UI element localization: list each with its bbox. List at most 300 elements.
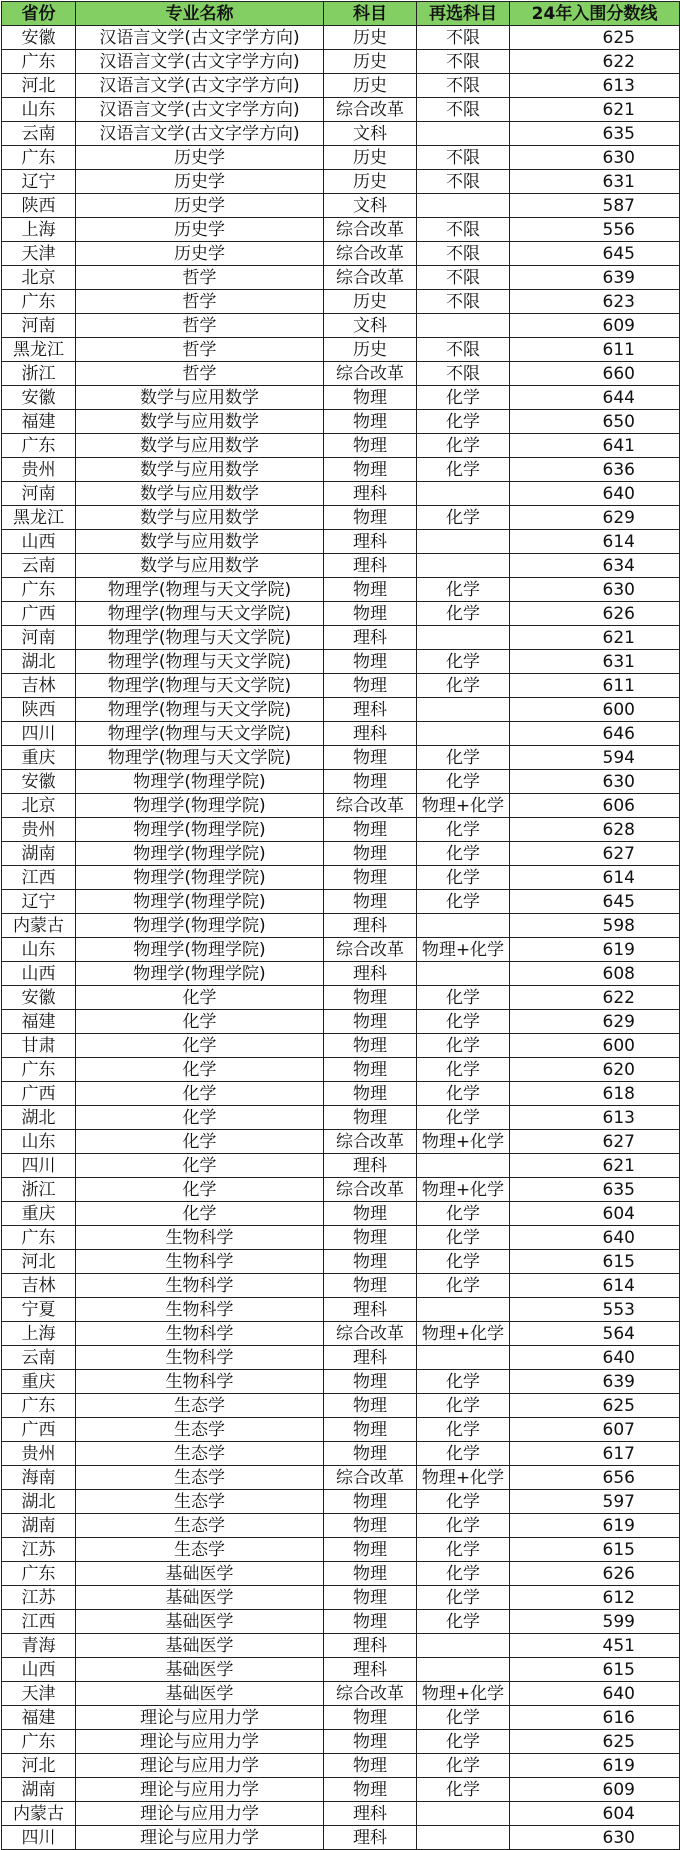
cell-province: 贵州 [2, 818, 76, 842]
cell-elective: 化学 [417, 1202, 510, 1226]
cell-subject: 综合改革 [324, 1322, 417, 1346]
cell-major: 生物科学 [76, 1370, 324, 1394]
cell-subject: 物理 [324, 1226, 417, 1250]
cell-province: 黑龙江 [2, 506, 76, 530]
cell-province: 广东 [2, 1226, 76, 1250]
cell-major: 物理学(物理学院) [76, 770, 324, 794]
cell-major: 理论与应用力学 [76, 1778, 324, 1802]
table-row [2, 962, 680, 986]
cell-score: 645 [510, 890, 680, 914]
cell-elective: 化学 [417, 458, 510, 482]
cell-province: 云南 [2, 1346, 76, 1370]
table-row [2, 722, 680, 746]
cell-score: 626 [510, 1562, 680, 1586]
cell-province: 浙江 [2, 362, 76, 386]
table-row [2, 218, 680, 242]
table-row [2, 1634, 680, 1658]
cell-province: 河南 [2, 314, 76, 338]
cell-major: 生态学 [76, 1442, 324, 1466]
cell-elective: 化学 [417, 386, 510, 410]
cell-subject: 文科 [324, 194, 417, 218]
cell-major: 化学 [76, 1058, 324, 1082]
cell-province: 上海 [2, 1322, 76, 1346]
table-row [2, 170, 680, 194]
cell-major: 生态学 [76, 1538, 324, 1562]
cell-major: 理论与应用力学 [76, 1802, 324, 1826]
cell-province: 福建 [2, 1010, 76, 1034]
cell-elective: 化学 [417, 602, 510, 626]
cell-subject: 物理 [324, 674, 417, 698]
cell-subject: 物理 [324, 1538, 417, 1562]
table-row [2, 1298, 680, 1322]
cell-major: 生态学 [76, 1418, 324, 1442]
cell-major: 生态学 [76, 1490, 324, 1514]
cell-subject: 历史 [324, 338, 417, 362]
cell-major: 物理学(物理与天文学院) [76, 674, 324, 698]
cell-major: 数学与应用数学 [76, 458, 324, 482]
cell-score: 627 [510, 1130, 680, 1154]
cell-major: 汉语言文学(古文字学方向) [76, 50, 324, 74]
cell-province: 湖南 [2, 1778, 76, 1802]
cell-major: 生物科学 [76, 1346, 324, 1370]
cell-major: 历史学 [76, 242, 324, 266]
cell-score: 660 [510, 362, 680, 386]
table-row [2, 314, 680, 338]
cell-major: 哲学 [76, 266, 324, 290]
cell-major: 哲学 [76, 338, 324, 362]
cell-province: 四川 [2, 722, 76, 746]
cell-elective: 化学 [417, 1010, 510, 1034]
table-row [2, 842, 680, 866]
cell-score: 622 [510, 986, 680, 1010]
cell-province: 广东 [2, 434, 76, 458]
cell-major: 哲学 [76, 362, 324, 386]
cell-province: 内蒙古 [2, 1802, 76, 1826]
cell-subject: 物理 [324, 578, 417, 602]
table-row [2, 1586, 680, 1610]
cell-subject: 物理 [324, 746, 417, 770]
cell-score: 617 [510, 1442, 680, 1466]
table-row [2, 1154, 680, 1178]
cell-province: 天津 [2, 242, 76, 266]
cell-score: 629 [510, 1010, 680, 1034]
cell-province: 广东 [2, 1394, 76, 1418]
cell-province: 吉林 [2, 1274, 76, 1298]
cell-province: 山东 [2, 1130, 76, 1154]
cell-score: 614 [510, 530, 680, 554]
cell-province: 山东 [2, 98, 76, 122]
cell-major: 生物科学 [76, 1250, 324, 1274]
cell-elective: 不限 [417, 26, 510, 50]
cell-province: 山西 [2, 1658, 76, 1682]
cell-major: 生物科学 [76, 1322, 324, 1346]
cell-score: 625 [510, 1394, 680, 1418]
table-row [2, 242, 680, 266]
cell-subject: 理科 [324, 530, 417, 554]
cell-elective: 不限 [417, 338, 510, 362]
cell-province: 天津 [2, 1682, 76, 1706]
cell-elective: 不限 [417, 218, 510, 242]
cell-elective: 化学 [417, 1754, 510, 1778]
table-row [2, 1250, 680, 1274]
cell-score: 639 [510, 266, 680, 290]
cell-province: 上海 [2, 218, 76, 242]
cell-province: 河南 [2, 482, 76, 506]
cell-elective: 化学 [417, 866, 510, 890]
cell-province: 江苏 [2, 1538, 76, 1562]
cell-province: 福建 [2, 410, 76, 434]
header-elective: 再选科目 [417, 2, 510, 26]
cell-province: 陕西 [2, 698, 76, 722]
table-row [2, 1442, 680, 1466]
cell-score: 621 [510, 1154, 680, 1178]
cell-elective [417, 1634, 510, 1658]
header-score: 24年入围分数线 [510, 2, 680, 26]
cell-elective [417, 962, 510, 986]
header-province: 省份 [2, 2, 76, 26]
cell-subject: 物理 [324, 890, 417, 914]
cell-elective: 物理+化学 [417, 1322, 510, 1346]
cell-subject: 历史 [324, 170, 417, 194]
cell-score: 619 [510, 1514, 680, 1538]
cell-elective: 化学 [417, 842, 510, 866]
cell-province: 湖北 [2, 650, 76, 674]
cell-score: 627 [510, 842, 680, 866]
cell-elective [417, 1826, 510, 1850]
cell-subject: 理科 [324, 698, 417, 722]
cell-subject: 综合改革 [324, 1682, 417, 1706]
cell-elective: 化学 [417, 434, 510, 458]
cell-province: 河北 [2, 1250, 76, 1274]
table-row [2, 1658, 680, 1682]
table-row [2, 1034, 680, 1058]
cell-score: 564 [510, 1322, 680, 1346]
table-row [2, 266, 680, 290]
cell-province: 广西 [2, 602, 76, 626]
cell-elective: 不限 [417, 170, 510, 194]
cell-province: 河北 [2, 74, 76, 98]
table-row [2, 1562, 680, 1586]
cell-major: 化学 [76, 1106, 324, 1130]
cell-province: 广东 [2, 1562, 76, 1586]
cell-elective [417, 314, 510, 338]
cell-major: 生物科学 [76, 1226, 324, 1250]
cell-province: 福建 [2, 1706, 76, 1730]
cell-major: 历史学 [76, 218, 324, 242]
cell-province: 广东 [2, 1058, 76, 1082]
table-row [2, 1514, 680, 1538]
table-row [2, 434, 680, 458]
cell-score: 619 [510, 1754, 680, 1778]
cell-score: 597 [510, 1490, 680, 1514]
cell-major: 基础医学 [76, 1658, 324, 1682]
cell-subject: 历史 [324, 26, 417, 50]
cell-province: 广西 [2, 1082, 76, 1106]
cell-elective: 化学 [417, 818, 510, 842]
cell-major: 数学与应用数学 [76, 506, 324, 530]
cell-province: 安徽 [2, 986, 76, 1010]
table-row [2, 1106, 680, 1130]
cell-elective [417, 122, 510, 146]
header-subject: 科目 [324, 2, 417, 26]
cell-score: 629 [510, 506, 680, 530]
cell-subject: 历史 [324, 290, 417, 314]
cell-elective [417, 1802, 510, 1826]
cell-elective [417, 1298, 510, 1322]
cell-major: 哲学 [76, 314, 324, 338]
cell-major: 数学与应用数学 [76, 410, 324, 434]
cell-major: 物理学(物理与天文学院) [76, 698, 324, 722]
cell-score: 650 [510, 410, 680, 434]
cell-subject: 综合改革 [324, 1178, 417, 1202]
table-row [2, 1610, 680, 1634]
cell-elective: 化学 [417, 1538, 510, 1562]
cell-elective: 化学 [417, 674, 510, 698]
cell-subject: 历史 [324, 74, 417, 98]
cell-score: 618 [510, 1082, 680, 1106]
cell-subject: 物理 [324, 1202, 417, 1226]
cell-major: 基础医学 [76, 1610, 324, 1634]
table-row [2, 746, 680, 770]
cell-province: 重庆 [2, 1202, 76, 1226]
cell-major: 物理学(物理与天文学院) [76, 578, 324, 602]
cell-province: 四川 [2, 1826, 76, 1850]
cell-major: 历史学 [76, 194, 324, 218]
table-row [2, 458, 680, 482]
cell-major: 物理学(物理与天文学院) [76, 650, 324, 674]
cell-subject: 综合改革 [324, 242, 417, 266]
cell-score: 628 [510, 818, 680, 842]
table-row [2, 1322, 680, 1346]
table-row [2, 1538, 680, 1562]
cell-subject: 理科 [324, 1658, 417, 1682]
cell-score: 615 [510, 1658, 680, 1682]
cell-elective: 化学 [417, 650, 510, 674]
cell-elective: 化学 [417, 770, 510, 794]
cell-score: 635 [510, 1178, 680, 1202]
cell-province: 广东 [2, 290, 76, 314]
cell-score: 553 [510, 1298, 680, 1322]
table-row [2, 146, 680, 170]
cell-province: 重庆 [2, 1370, 76, 1394]
table-row [2, 1370, 680, 1394]
cell-subject: 理科 [324, 914, 417, 938]
cell-score: 640 [510, 1682, 680, 1706]
cell-elective [417, 554, 510, 578]
cell-major: 生态学 [76, 1514, 324, 1538]
cell-province: 重庆 [2, 746, 76, 770]
cell-score: 626 [510, 602, 680, 626]
cell-subject: 物理 [324, 818, 417, 842]
cell-major: 物理学(物理学院) [76, 866, 324, 890]
cell-subject: 物理 [324, 1586, 417, 1610]
cell-province: 四川 [2, 1154, 76, 1178]
table-header-row [2, 2, 680, 26]
table-row [2, 1730, 680, 1754]
cell-elective: 不限 [417, 98, 510, 122]
table-row [2, 578, 680, 602]
cell-elective: 化学 [417, 1394, 510, 1418]
cell-major: 物理学(物理与天文学院) [76, 722, 324, 746]
table-row [2, 1202, 680, 1226]
cell-province: 安徽 [2, 386, 76, 410]
cell-province: 云南 [2, 554, 76, 578]
cell-score: 451 [510, 1634, 680, 1658]
table-row [2, 1778, 680, 1802]
cell-province: 江苏 [2, 1586, 76, 1610]
cell-province: 湖北 [2, 1106, 76, 1130]
cell-elective: 化学 [417, 1106, 510, 1130]
table-row [2, 1706, 680, 1730]
cell-major: 物理学(物理学院) [76, 914, 324, 938]
cell-subject: 物理 [324, 1418, 417, 1442]
cell-province: 辽宁 [2, 890, 76, 914]
cell-subject: 文科 [324, 122, 417, 146]
cell-score: 630 [510, 146, 680, 170]
cell-score: 607 [510, 1418, 680, 1442]
cell-elective: 化学 [417, 1706, 510, 1730]
table-row [2, 1802, 680, 1826]
cell-elective [417, 1154, 510, 1178]
cell-major: 基础医学 [76, 1586, 324, 1610]
cell-province: 湖南 [2, 1514, 76, 1538]
cell-major: 生态学 [76, 1466, 324, 1490]
cell-subject: 综合改革 [324, 794, 417, 818]
cell-province: 甘肃 [2, 1034, 76, 1058]
cell-subject: 物理 [324, 410, 417, 434]
cell-subject: 物理 [324, 1394, 417, 1418]
cell-province: 广东 [2, 578, 76, 602]
cell-score: 631 [510, 170, 680, 194]
cell-elective [417, 194, 510, 218]
cell-major: 基础医学 [76, 1682, 324, 1706]
cell-subject: 物理 [324, 1250, 417, 1274]
cell-province: 吉林 [2, 674, 76, 698]
cell-elective: 化学 [417, 1274, 510, 1298]
table-row [2, 1466, 680, 1490]
cell-province: 青海 [2, 1634, 76, 1658]
table-row [2, 1682, 680, 1706]
cell-subject: 物理 [324, 1082, 417, 1106]
table-row [2, 1010, 680, 1034]
cell-score: 625 [510, 1730, 680, 1754]
cell-elective: 化学 [417, 1586, 510, 1610]
cell-elective [417, 1346, 510, 1370]
cell-score: 656 [510, 1466, 680, 1490]
cell-elective: 物理+化学 [417, 794, 510, 818]
cell-elective: 化学 [417, 1058, 510, 1082]
cell-subject: 物理 [324, 1778, 417, 1802]
table-row [2, 506, 680, 530]
cell-score: 604 [510, 1202, 680, 1226]
cell-province: 河北 [2, 1754, 76, 1778]
cell-elective: 化学 [417, 1370, 510, 1394]
cell-elective: 不限 [417, 242, 510, 266]
table-row [2, 338, 680, 362]
cell-score: 646 [510, 722, 680, 746]
cell-score: 634 [510, 554, 680, 578]
table-row [2, 1754, 680, 1778]
cell-subject: 物理 [324, 1754, 417, 1778]
cell-elective: 化学 [417, 1562, 510, 1586]
cell-elective: 不限 [417, 50, 510, 74]
cell-score: 614 [510, 866, 680, 890]
cell-subject: 理科 [324, 482, 417, 506]
table-row [2, 698, 680, 722]
cell-major: 历史学 [76, 146, 324, 170]
cell-province: 山东 [2, 938, 76, 962]
table-row [2, 626, 680, 650]
cell-major: 汉语言文学(古文字学方向) [76, 26, 324, 50]
cell-major: 基础医学 [76, 1562, 324, 1586]
cell-score: 622 [510, 50, 680, 74]
cell-subject: 综合改革 [324, 266, 417, 290]
cell-subject: 物理 [324, 1514, 417, 1538]
cell-subject: 理科 [324, 962, 417, 986]
cell-score: 630 [510, 770, 680, 794]
table-row [2, 362, 680, 386]
table-row [2, 1058, 680, 1082]
cell-score: 644 [510, 386, 680, 410]
cell-score: 621 [510, 98, 680, 122]
cell-score: 621 [510, 626, 680, 650]
cell-elective [417, 1658, 510, 1682]
cell-elective: 化学 [417, 1418, 510, 1442]
cell-subject: 综合改革 [324, 218, 417, 242]
cell-elective: 化学 [417, 1442, 510, 1466]
table-row [2, 890, 680, 914]
cell-score: 608 [510, 962, 680, 986]
cell-subject: 物理 [324, 1034, 417, 1058]
table-row [2, 770, 680, 794]
cell-elective: 物理+化学 [417, 1178, 510, 1202]
cell-subject: 物理 [324, 650, 417, 674]
table-row [2, 530, 680, 554]
cell-elective: 化学 [417, 890, 510, 914]
cell-major: 物理学(物理学院) [76, 938, 324, 962]
cell-major: 物理学(物理学院) [76, 794, 324, 818]
table-row [2, 914, 680, 938]
cell-subject: 理科 [324, 1634, 417, 1658]
cell-elective: 物理+化学 [417, 1682, 510, 1706]
cell-elective: 化学 [417, 1514, 510, 1538]
cell-elective: 化学 [417, 746, 510, 770]
cell-subject: 理科 [324, 626, 417, 650]
cell-subject: 综合改革 [324, 98, 417, 122]
cell-elective: 不限 [417, 74, 510, 98]
cell-major: 理论与应用力学 [76, 1754, 324, 1778]
cell-elective: 不限 [417, 266, 510, 290]
cell-major: 生态学 [76, 1394, 324, 1418]
cell-subject: 物理 [324, 1010, 417, 1034]
cell-major: 化学 [76, 1034, 324, 1058]
cell-major: 物理学(物理学院) [76, 842, 324, 866]
cell-score: 641 [510, 434, 680, 458]
cell-major: 基础医学 [76, 1634, 324, 1658]
cell-major: 物理学(物理学院) [76, 962, 324, 986]
cell-province: 辽宁 [2, 170, 76, 194]
cell-subject: 理科 [324, 1298, 417, 1322]
table-row [2, 1418, 680, 1442]
cell-major: 数学与应用数学 [76, 434, 324, 458]
table-row [2, 1226, 680, 1250]
cell-score: 616 [510, 1706, 680, 1730]
cell-elective [417, 626, 510, 650]
cell-subject: 理科 [324, 1802, 417, 1826]
cell-elective: 物理+化学 [417, 1466, 510, 1490]
cell-score: 630 [510, 1826, 680, 1850]
cell-province: 安徽 [2, 26, 76, 50]
